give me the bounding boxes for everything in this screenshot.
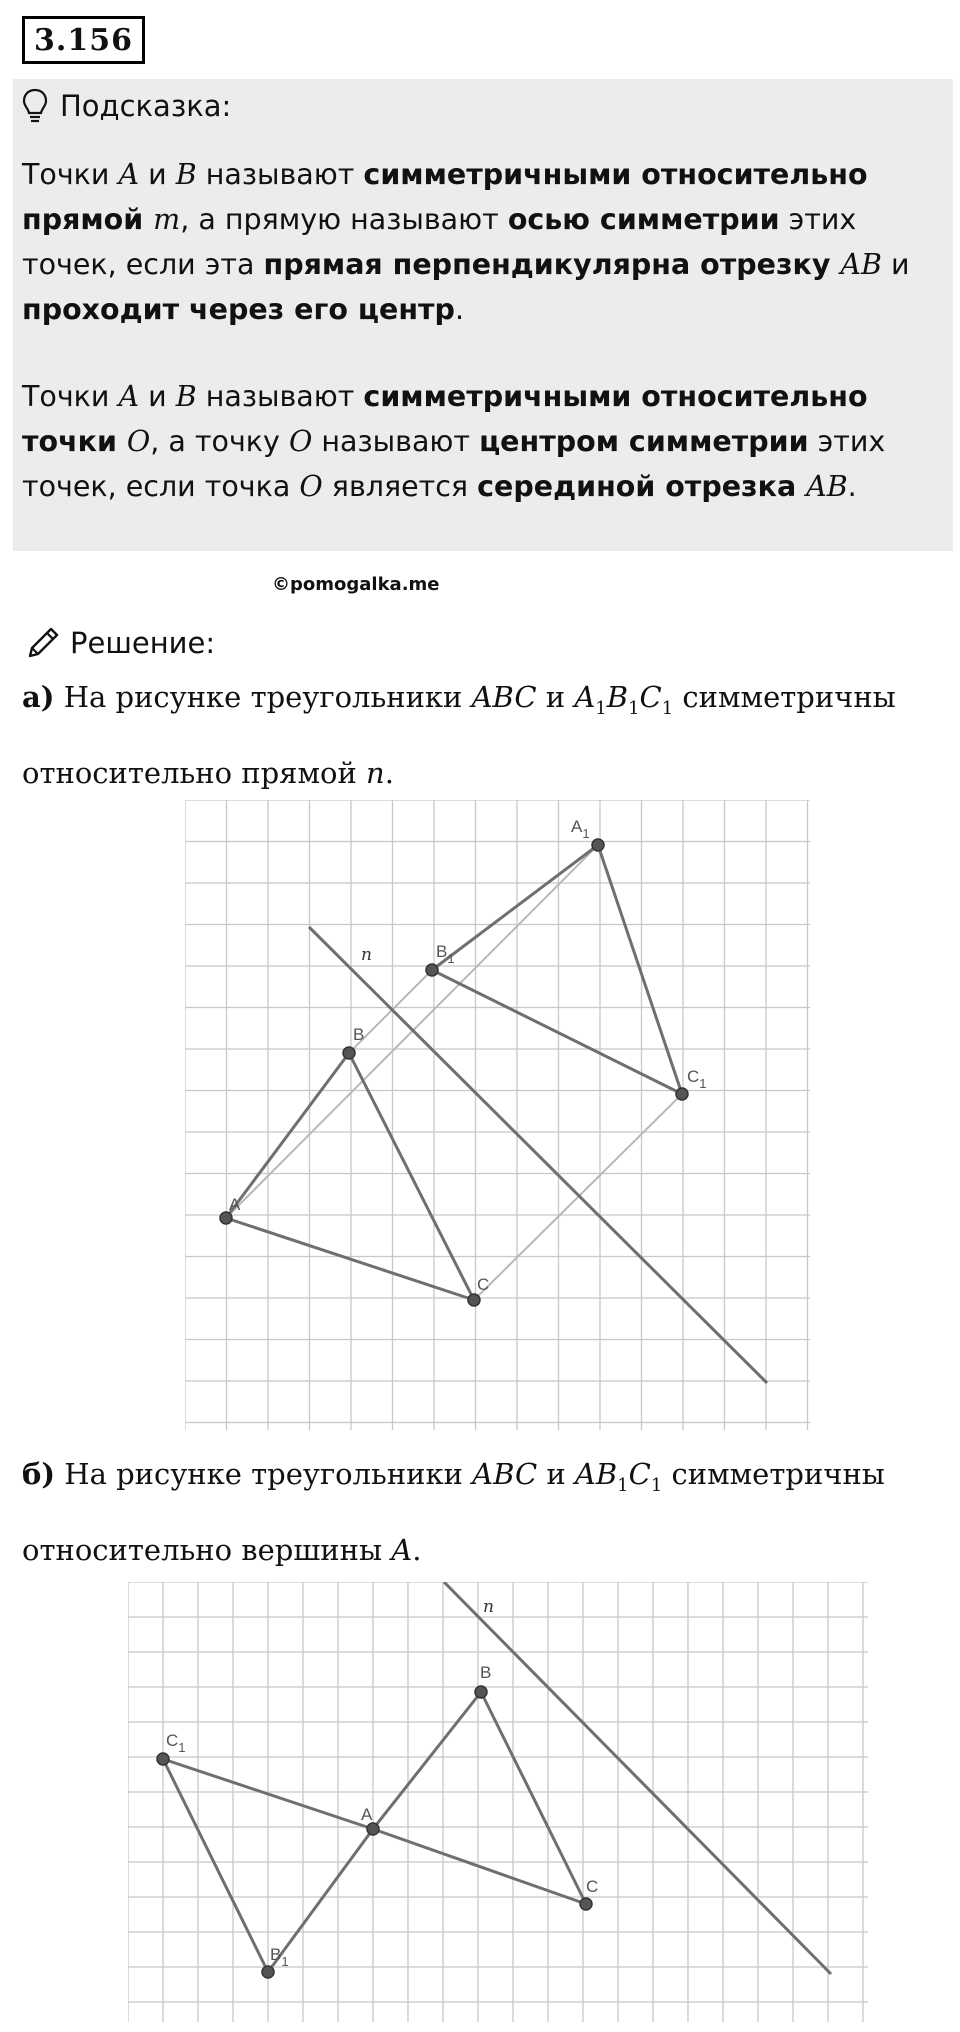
lightbulb-icon (22, 88, 48, 124)
point-b1 (262, 1966, 274, 1978)
hint-paragraph-axis: Точки A и B называют симметричными относительно прямой m, а прямую называют осью симметрии этих точек, если эта прямая перпендикулярна отрезку AB и проходит через его центр. (22, 158, 910, 326)
triangle-abc (373, 1692, 586, 1904)
point-a1 (592, 839, 604, 851)
label-a: A (361, 1805, 373, 1824)
watermark: ©pomogalka.me (272, 574, 440, 595)
point-b1 (426, 964, 438, 976)
label-b: B (480, 1663, 492, 1682)
point-b (343, 1047, 355, 1059)
label-c1: $C_1$ (687, 1067, 707, 1091)
label-n: n (361, 945, 372, 965)
part-a-text: а) На рисунке треугольники ABC и $A_1B_1C_1$ симметричны относительно прямой n. (22, 680, 896, 790)
triangle-a1b1c1 (432, 845, 682, 1094)
grid-b (128, 1582, 868, 2022)
solution-title-text: Решение: (70, 626, 216, 660)
point-c (468, 1294, 480, 1306)
label-a1: $A_1$ (571, 817, 590, 841)
part-b-text: б) На рисунке треугольники ABC и $AB_1C_1$ симметричны относительно вершины A. (22, 1457, 885, 1567)
solution-title (24, 620, 215, 666)
point-a (367, 1823, 379, 1835)
label-b1: $B_1$ (270, 1945, 289, 1969)
hint-paragraph-center: Точки A и B называют симметричными относительно точки O, а точку O называют центром симметрии этих точек, если точка O является серединой отрезка AB. (22, 380, 886, 503)
label-c: C (586, 1877, 599, 1896)
hint-title (22, 84, 231, 128)
hint-title-text: Подсказка: (60, 89, 232, 123)
label-n: n (483, 1597, 494, 1617)
point-c (580, 1898, 592, 1910)
point-c1 (676, 1088, 688, 1100)
label-a: A (229, 1195, 241, 1214)
task-number: 3.156 (22, 16, 145, 64)
point-c1 (157, 1753, 169, 1765)
figure-b (128, 1582, 868, 2022)
point-b (475, 1686, 487, 1698)
label-b: B (353, 1025, 365, 1044)
pencil-icon (24, 624, 62, 662)
label-c1: $C_1$ (166, 1731, 186, 1755)
label-c: C (477, 1275, 490, 1294)
label-b1: $B_1$ (436, 942, 455, 966)
symmetry-line-n (444, 1582, 831, 1974)
figure-a (185, 800, 810, 1430)
symmetry-axis-n (309, 927, 767, 1383)
